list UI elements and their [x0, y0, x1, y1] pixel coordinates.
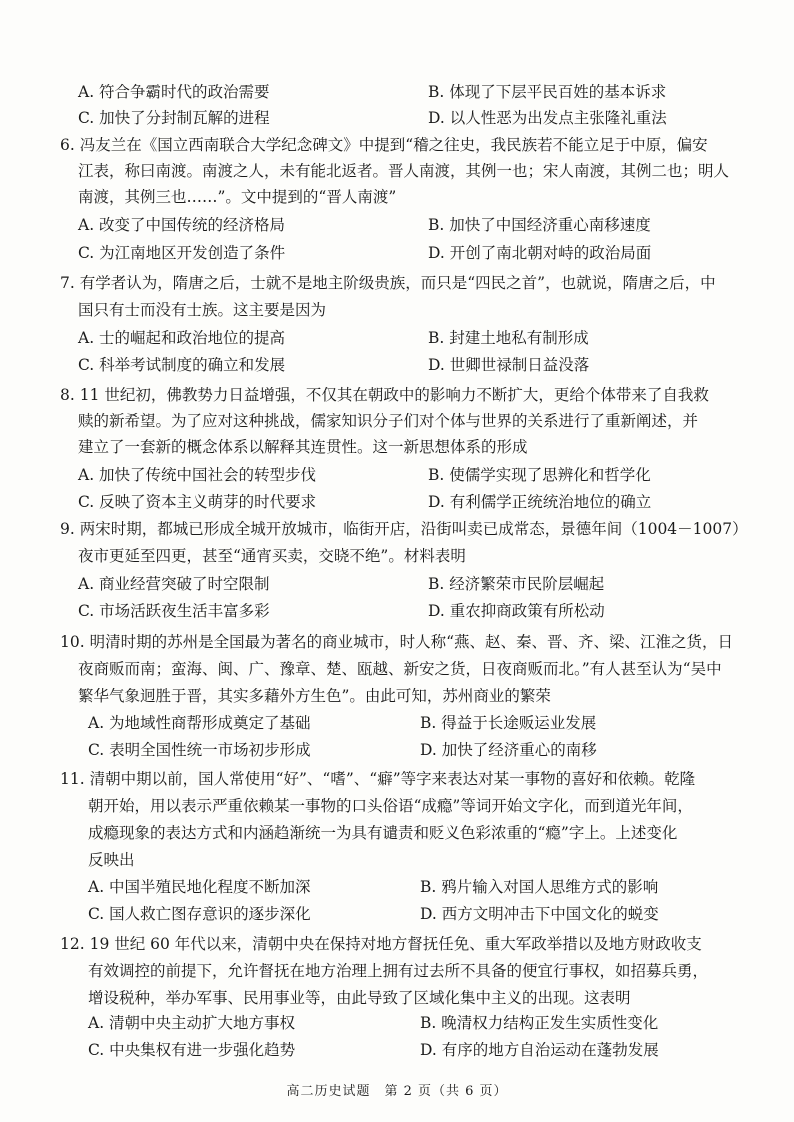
q5-option-c: C. 加快了分封制瓦解的进程: [78, 109, 270, 127]
question-stem-line: 8. 11 世纪初，佛教势力日益增强，不仅其在朝政中的影响力不断扩大，更给个体带来了自我救: [60, 386, 709, 404]
question-option-c: C. 市场活跃夜生活丰富多彩: [78, 602, 270, 620]
question-stem-line: 国只有士而没有士族。这主要是因为: [78, 301, 327, 319]
question-option-c: C. 表明全国性统一市场初步形成: [88, 741, 311, 759]
question-option-d: D. 开创了南北朝对峙的政治局面: [428, 244, 652, 262]
question-option-a: A. 商业经营突破了时空限制: [78, 575, 270, 593]
question-option-d: D. 有序的地方自治运动在蓬勃发展: [420, 1041, 659, 1059]
q5-option-d: D. 以人性恶为出发点主张隆礼重法: [428, 109, 667, 127]
question-stem-line: 11. 清朝中期以前，国人常使用“好”、“嗜”、“癖”等字来表达对某一事物的喜好和依赖。乾隆: [60, 770, 696, 788]
question-stem-line: 12. 19 世纪 60 年代以来，清朝中央在保持对地方督抚任免、重大军政举措以及地方财政收支: [60, 935, 702, 953]
question-stem-line: 朝开始，用以表示严重依赖某一事物的口头俗语“成瘾”等词开始文字化，而到道光年间，: [88, 797, 693, 815]
question-option-b: B. 封建土地私有制形成: [428, 329, 589, 347]
question-stem-line: 繁华气象迥胜于晋，其实多藉外方生色”。由此可知，苏州商业的繁荣: [78, 687, 551, 705]
question-option-c: C. 国人救亡图存意识的逐步深化: [88, 905, 311, 923]
question-option-d: D. 西方文明冲击下中国文化的蜕变: [420, 905, 659, 923]
question-option-a: A. 中国半殖民地化程度不断加深: [88, 878, 311, 896]
question-stem-line: 6. 冯友兰在《国立西南联合大学纪念碑文》中提到“稽之往史，我民族若不能立足于中原，偏安: [60, 136, 708, 154]
question-option-d: D. 有利儒学正统统治地位的确立: [428, 493, 652, 511]
question-stem-line: 南渡，其例三也……”。文中提到的“晋人南渡”: [78, 188, 397, 206]
question-option-a: A. 士的崛起和政治地位的提高: [78, 329, 286, 347]
question-stem-line: 有效调控的前提下，允许督抚在地方治理上拥有过去所不具备的便宜行事权，如招募兵勇，: [88, 962, 709, 980]
q5-option-a: A. 符合争霸时代的政治需要: [78, 83, 270, 101]
question-stem-line: 江表，称曰南渡。南渡之人，未有能北返者。晋人南渡，其例一也；宋人南渡，其例二也；明人: [78, 162, 730, 180]
question-option-a: A. 加快了传统中国社会的转型步伐: [78, 466, 317, 484]
question-option-d: D. 世卿世禄制日益没落: [428, 356, 590, 374]
question-option-b: B. 得益于长途贩运业发展: [420, 714, 597, 732]
question-option-b: B. 晚清权力结构正发生实质性变化: [420, 1014, 659, 1032]
question-option-c: C. 为江南地区开发创造了条件: [78, 244, 286, 262]
question-stem-line: 7. 有学者认为，隋唐之后，士就不是地主阶级贵族，而只是“四民之首”，也就说，隋唐之后，中: [60, 274, 716, 292]
question-option-a: A. 改变了中国传统的经济格局: [78, 216, 286, 234]
question-option-b: B. 鸦片输入对国人思维方式的影响: [420, 878, 659, 896]
question-option-a: A. 清朝中央主动扩大地方事权: [88, 1014, 296, 1032]
page-footer: 高二历史试题 第 2 页（共 6 页）: [286, 1084, 508, 1099]
question-option-d: D. 加快了经济重心的南移: [420, 741, 597, 759]
question-stem-line: 9. 两宋时期，都城已形成全城开放城市，临街开店，沿街叫卖已成常态，景德年间（1004－1007）: [60, 520, 748, 538]
question-stem-line: 10. 明清时期的苏州是全国最为著名的商业城市，时人称“燕、赵、秦、晋、齐、梁、江淮之货，日: [60, 633, 734, 651]
question-stem-line: 建立了一套新的概念体系以解释其连贯性。这一新思想体系的形成: [78, 438, 528, 456]
question-stem-line: 增设税种，举办军事、民用事业等，由此导致了区域化集中主义的出现。这表明: [88, 989, 631, 1007]
question-option-a: A. 为地域性商帮形成奠定了基础: [88, 714, 311, 732]
question-option-c: C. 科举考试制度的确立和发展: [78, 356, 286, 374]
question-option-b: B. 使儒学实现了思辨化和哲学化: [428, 466, 651, 484]
question-stem-line: 夜商贩而南；蛮海、闽、广、豫章、楚、瓯越、新安之货，日夜商贩而北。”有人甚至认为“吴中: [78, 660, 722, 678]
question-option-b: B. 经济繁荣市民阶层崛起: [428, 575, 605, 593]
q5-option-b: B. 体现了下层平民百姓的基本诉求: [428, 83, 667, 101]
question-option-c: C. 反映了资本主义萌芽的时代要求: [78, 493, 317, 511]
question-option-c: C. 中央集权有进一步强化趋势: [88, 1041, 296, 1059]
question-stem-line: 反映出: [88, 851, 135, 869]
question-stem-line: 成瘾现象的表达方式和内涵趋渐统一为具有谴责和贬义色彩浓重的“瘾”字上。上述变化: [88, 824, 678, 842]
question-stem-line: 夜市更延至四更，甚至“通宵买卖，交晓不绝”。材料表明: [78, 547, 466, 565]
question-stem-line: 赎的新希望。为了应对这种挑战，儒家知识分子们对个体与世界的关系进行了重新阐述，并: [78, 412, 699, 430]
question-option-d: D. 重农抑商政策有所松动: [428, 602, 605, 620]
question-option-b: B. 加快了中国经济重心南移速度: [428, 216, 651, 234]
